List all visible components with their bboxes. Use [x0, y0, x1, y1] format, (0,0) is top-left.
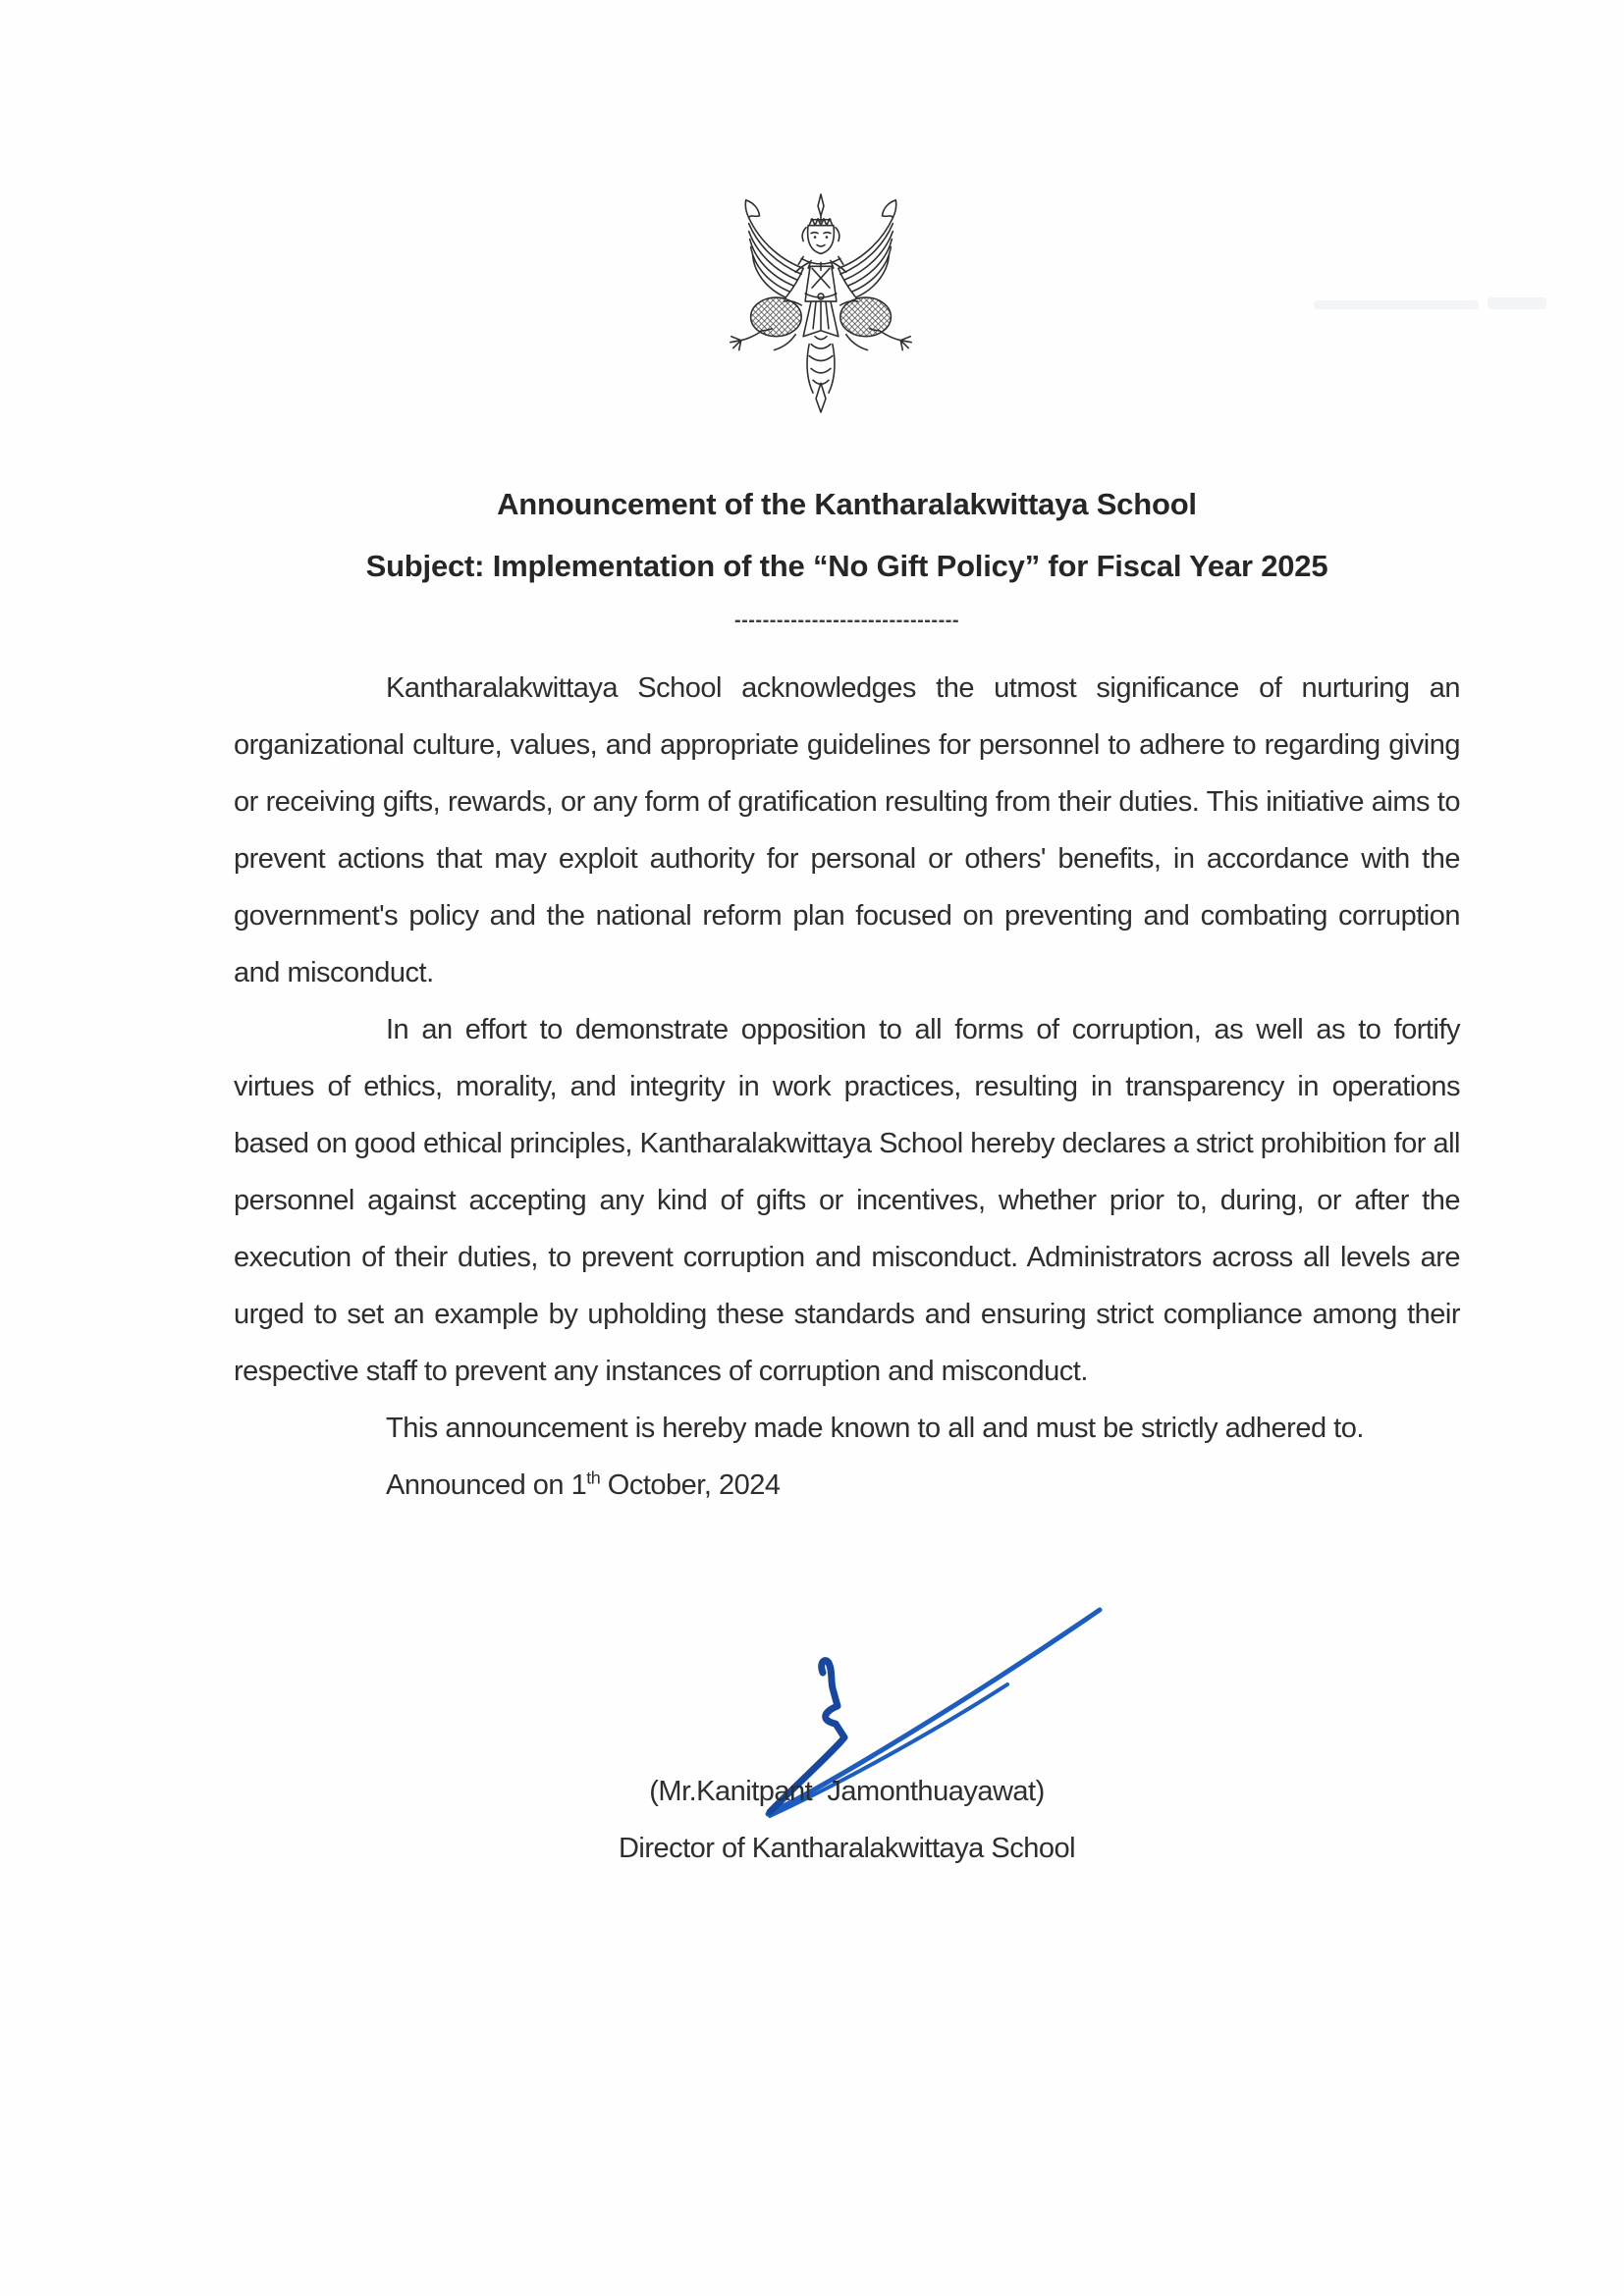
signatory-block	[234, 1763, 1460, 1877]
document-subject: Subject: Implementation of the “No Gift Policy” for Fiscal Year 2025	[365, 549, 1328, 583]
body-paragraph-2: In an effort to demonstrate opposition to all forms of corruption, as well as to fortify virtues of ethics, morality, and integrity in work practices, resulting in transparency in operations based on good ethical principles, Kantharalakwittaya School hereby declares a strict prohibition for all personnel against accepting any kind of gifts or incentives, whether prior to, during, or after the execution of their duties, to prevent corruption and misconduct. Administrators across all levels are urged to set an example by upholding these standards and ensuring strict compliance among their respective staff to prevent any instances of corruption and misconduct.	[234, 1014, 1460, 1387]
scan-artifact	[1314, 300, 1479, 309]
date-ordinal-superscript: th	[586, 1468, 601, 1488]
document-body	[234, 660, 1460, 1514]
scan-artifact	[1488, 297, 1546, 309]
signatory-name: (Mr.Kanitpant Jamonthuayawat)	[649, 1776, 1045, 1807]
dashed-separator: --------------------------------	[733, 610, 960, 631]
date-suffix: October, 2024	[600, 1469, 781, 1501]
body-paragraph-1: Kantharalakwittaya School acknowledges the utmost significance of nurturing an organizational culture, values, and appropriate guidelines for personnel to adhere to regarding giving or receiving gifts, rewards, or any form of gratification resulting from their duties. This initiative aims to prevent actions that may exploit authority for personal or others' benefits, in accordance with the government's policy and the national reform plan focused on preventing and combating corruption and misconduct.	[234, 672, 1460, 988]
signatory-title: Director of Kantharalakwittaya School	[618, 1833, 1076, 1864]
document-title: Announcement of the Kantharalakwittaya School	[497, 487, 1197, 521]
garuda-emblem-icon	[723, 192, 919, 416]
date-prefix: Announced on 1	[386, 1469, 587, 1501]
announcement-date-line	[234, 1457, 1460, 1514]
closing-statement: This announcement is hereby made known to all and must be strictly adhered to.	[386, 1413, 1364, 1444]
